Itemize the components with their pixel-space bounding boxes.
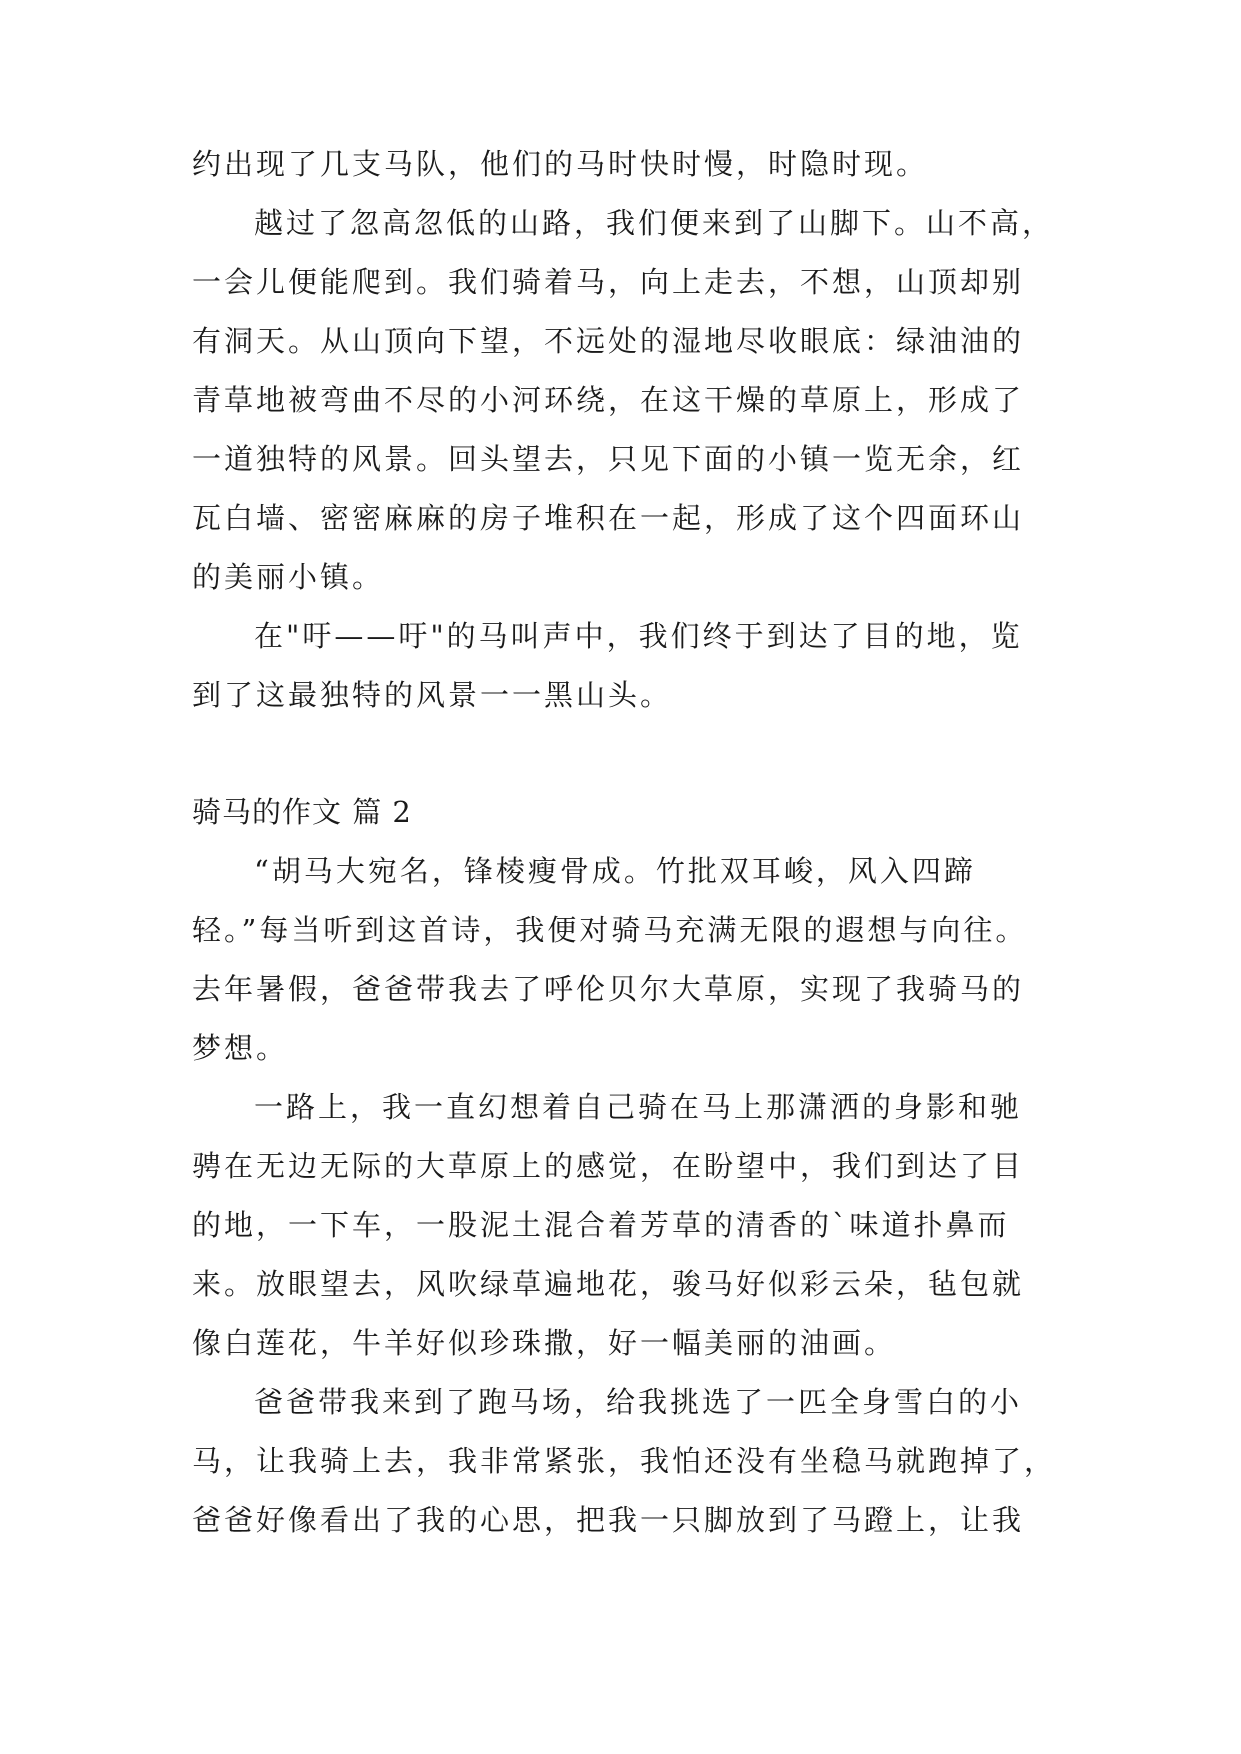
text-line: 一会儿便能爬到。我们骑着马，向上走去，不想，山顶却别 (192, 265, 1025, 299)
text-line: 的美丽小镇。 (192, 560, 385, 594)
text-line: 骋在无边无际的大草原上的感觉，在盼望中，我们到达了目 (192, 1149, 1025, 1183)
paragraph-first-line: 爸爸带我来到了跑马场，给我挑选了一匹全身雪白的小 (254, 1385, 1023, 1419)
paragraph-first-line: 在"吁——吁"的马叫声中，我们终于到达了目的地，览 (254, 619, 1023, 653)
text-line: 梦想。 (192, 1031, 289, 1065)
text-line: 爸爸好像看出了我的心思，把我一只脚放到了马蹬上，让我 (192, 1503, 1025, 1537)
text-line: 有洞天。从山顶向下望，不远处的湿地尽收眼底：绿油油的 (192, 324, 1025, 358)
text-line: 的地，一下车，一股泥土混合着芳草的清香的`味道扑鼻而 (192, 1208, 1010, 1242)
text-line: 来。放眼望去，风吹绿草遍地花，骏马好似彩云朵，毡包就 (192, 1267, 1025, 1301)
paragraph-first-line: 越过了忽高忽低的山路，我们便来到了山脚下。山不高， (254, 206, 1055, 240)
text-line: 一道独特的风景。回头望去，只见下面的小镇一览无余，红 (192, 442, 1025, 476)
section-heading: 骑马的作文 篇 2 (192, 795, 412, 829)
text-line: 轻。”每当听到这首诗，我便对骑马充满无限的遐想与向往。 (192, 913, 1028, 947)
text-line: 约出现了几支马队，他们的马时快时慢，时隐时现。 (192, 147, 929, 181)
text-line: 到了这最独特的风景一一黑山头。 (192, 678, 673, 712)
text-line: 马，让我骑上去，我非常紧张，我怕还没有坐稳马就跑掉了， (192, 1444, 1057, 1478)
text-line: 青草地被弯曲不尽的小河环绕，在这干燥的草原上，形成了 (192, 383, 1025, 417)
text-line: 像白莲花，牛羊好似珍珠撒，好一幅美丽的油画。 (192, 1326, 897, 1360)
text-line: 去年暑假，爸爸带我去了呼伦贝尔大草原，实现了我骑马的 (192, 972, 1025, 1006)
paragraph-first-line: 一路上，我一直幻想着自己骑在马上那潇洒的身影和驰 (254, 1090, 1023, 1124)
text-line: 瓦白墙、密密麻麻的房子堆积在一起，形成了这个四面环山 (192, 501, 1025, 535)
paragraph-first-line: “胡马大宛名，锋棱瘦骨成。竹批双耳峻，风入四蹄 (254, 854, 976, 888)
